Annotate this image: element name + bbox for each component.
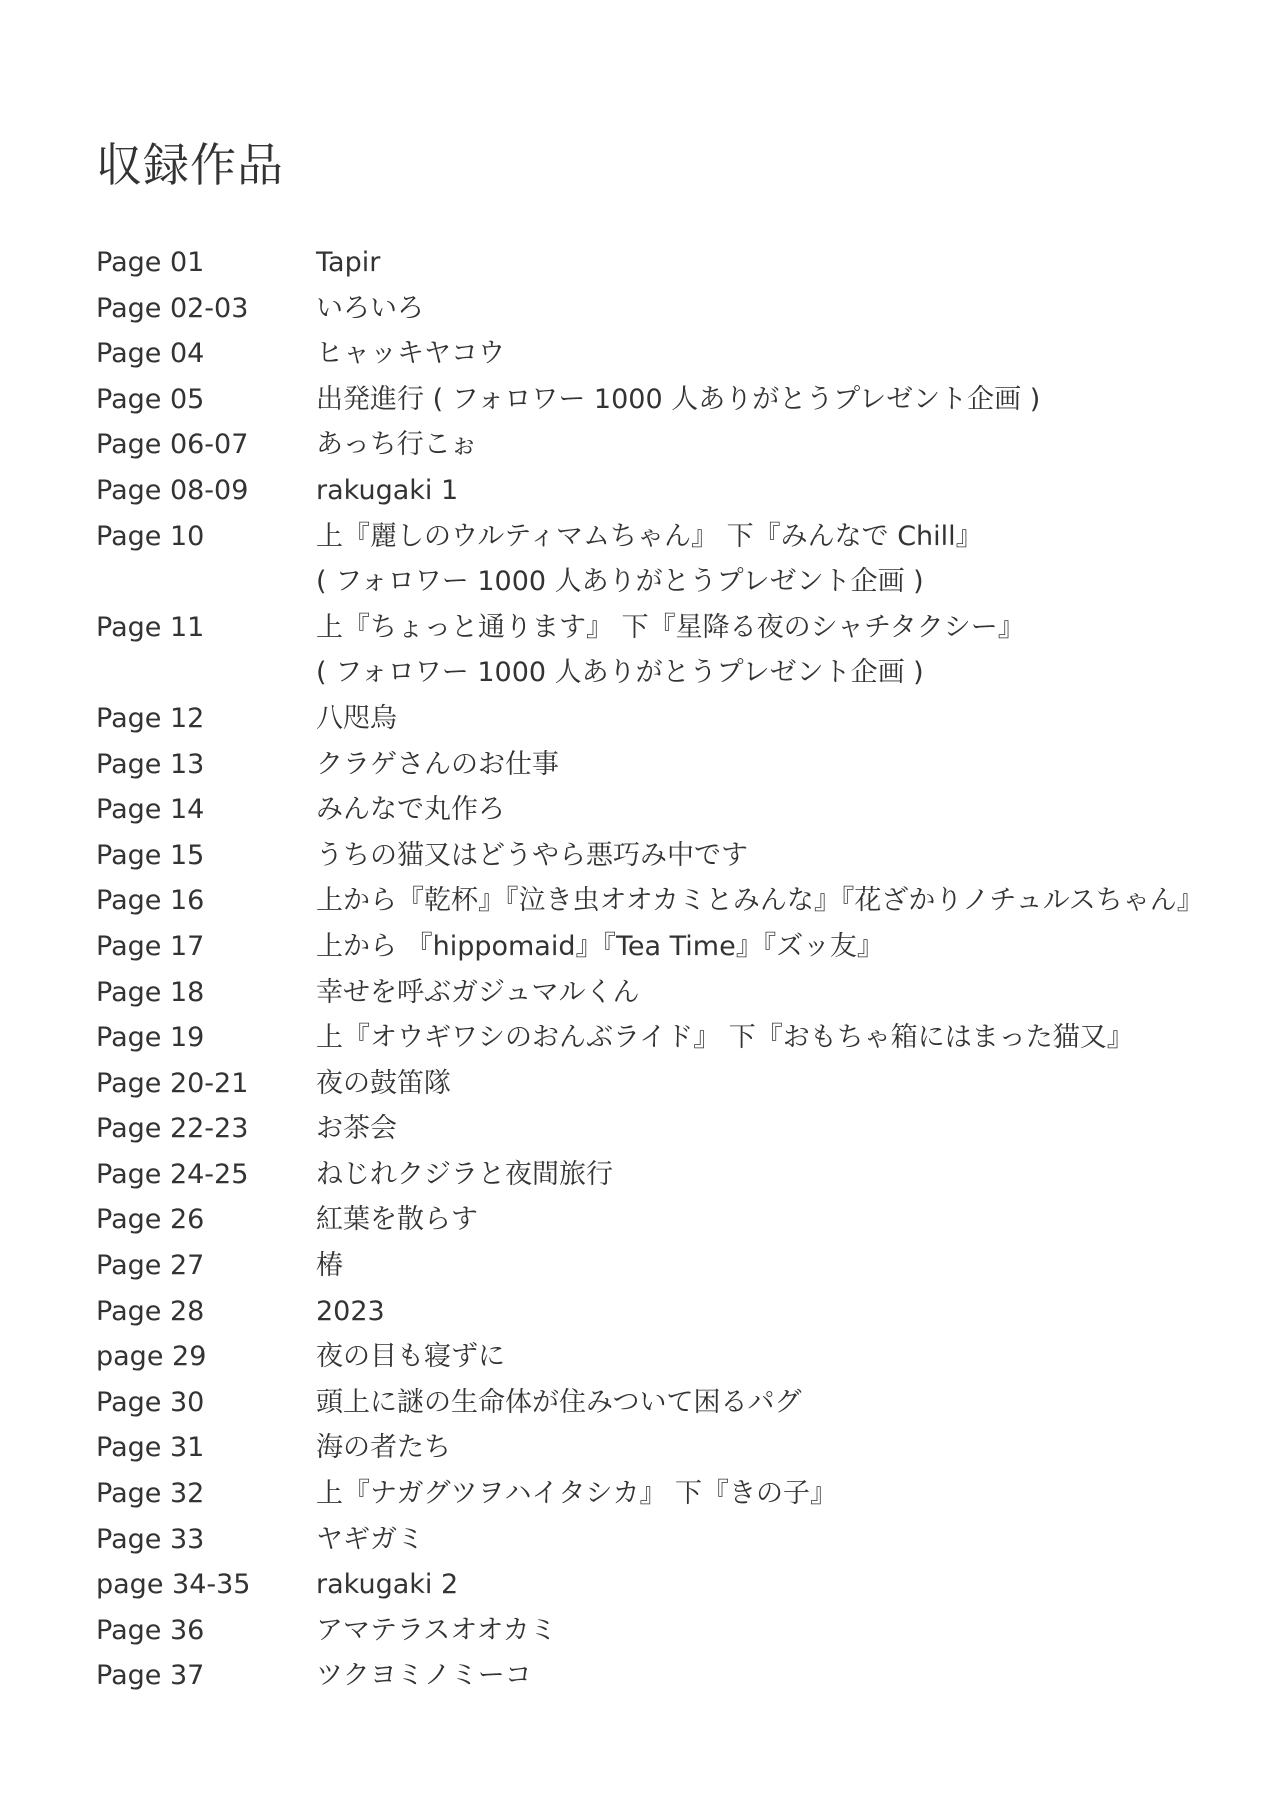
work-title-line: 上『オウギワシのおんぶライド』 下『おもちゃ箱にはまった猫又』 [316, 1022, 1134, 1054]
work-title [316, 1608, 1246, 1654]
work-title [316, 970, 1246, 1016]
work-title-line: みんなで丸作ろ [316, 794, 505, 826]
page-number: page 34-35 [96, 1569, 251, 1601]
list-item [96, 787, 1246, 833]
work-title-line: 海の者たち [316, 1432, 451, 1464]
work-title-line: ヒャッキヤコウ [316, 338, 505, 370]
page-number: Page 37 [96, 1660, 205, 1692]
page-number: Page 16 [96, 885, 205, 917]
work-title-line: あっち行こぉ [316, 429, 478, 461]
work-title [316, 1243, 1246, 1289]
work-title [316, 605, 1246, 696]
page-number: Page 17 [96, 930, 205, 962]
work-title-line: 頭上に謎の生命体が住みついて困るパグ [316, 1386, 802, 1418]
work-title [316, 331, 1246, 377]
page-number: page 29 [96, 1341, 207, 1373]
page-number: Page 06-07 [96, 429, 249, 461]
work-title-line: ヤギガミ [316, 1523, 424, 1555]
work-title-line: 八咫烏 [316, 702, 397, 734]
work-title [316, 377, 1246, 423]
work-title-line: クラゲさんのお仕事 [316, 748, 559, 780]
contents-page [96, 135, 1246, 1699]
page-number: Page 30 [96, 1386, 205, 1418]
work-title-line: うちの猫又はどうやら悪巧み中です [316, 839, 748, 871]
work-title-line: ねじれクジラと夜間旅行 [316, 1158, 613, 1190]
work-title-line: お茶会 [316, 1113, 397, 1145]
work-title [316, 1289, 1246, 1335]
list-item [96, 1517, 1246, 1563]
work-title [316, 833, 1246, 879]
work-title-line: いろいろ [316, 292, 424, 324]
work-title [316, 1106, 1246, 1152]
list-item [96, 924, 1246, 970]
work-title-line: 上『ナガグツヲハイタシカ』 下『きの子』 [316, 1478, 838, 1510]
list-item [96, 970, 1246, 1016]
work-title [316, 742, 1246, 788]
work-title [316, 1015, 1246, 1061]
page-number: Page 02-03 [96, 292, 249, 324]
work-title [316, 787, 1246, 833]
work-title-line: 夜の目も寝ずに [316, 1341, 505, 1373]
work-title [316, 1653, 1246, 1699]
work-title-line: Tapir [316, 247, 381, 278]
page-number: Page 15 [96, 839, 205, 871]
work-title [316, 696, 1246, 742]
work-title [316, 286, 1246, 332]
list-item [96, 1334, 1246, 1380]
work-title-line: 上から 『hippomaid』『Tea Time』『ズッ友』 [316, 930, 884, 962]
work-title [316, 878, 1246, 924]
page-number: Page 10 [96, 520, 205, 552]
page-number: Page 01 [96, 247, 205, 278]
work-title [316, 422, 1246, 468]
list-item [96, 286, 1246, 332]
list-item [96, 1380, 1246, 1426]
page-title: 収録作品 [96, 138, 284, 192]
work-title-line: 紅葉を散らす [316, 1204, 478, 1236]
list-item [96, 1243, 1246, 1289]
page-number: Page 13 [96, 748, 205, 780]
list-item [96, 1061, 1246, 1107]
work-title-line: ツクヨミノミーコ [316, 1660, 532, 1692]
work-title [316, 1061, 1246, 1107]
page-number: Page 11 [96, 611, 205, 643]
contents-list [96, 240, 1246, 1699]
work-title-line: 2023 [316, 1295, 385, 1327]
list-item [96, 331, 1246, 377]
work-title [316, 1380, 1246, 1426]
work-title-line: 出発進行 ( フォロワー 1000 人ありがとうプレゼント企画 ) [316, 383, 1041, 415]
work-title-line: 上から『乾杯』『泣き虫オオカミとみんな』『花ざかりノチュルスちゃん』 [316, 885, 1204, 917]
list-item [96, 1425, 1246, 1471]
work-title-line: 上『麗しのウルティマムちゃん』 下『みんなで Chill』 [316, 520, 983, 552]
work-title-line: ( フォロワー 1000 人ありがとうプレゼント企画 ) [316, 566, 924, 598]
list-item [96, 468, 1246, 514]
page-number: Page 05 [96, 383, 205, 415]
page-number: Page 36 [96, 1614, 205, 1646]
list-item [96, 1152, 1246, 1198]
page-number: Page 22-23 [96, 1113, 249, 1145]
work-title [316, 924, 1246, 970]
list-item [96, 514, 1246, 605]
work-title-line: ( フォロワー 1000 人ありがとうプレゼント企画 ) [316, 657, 924, 689]
page-number: Page 27 [96, 1250, 205, 1282]
list-item [96, 696, 1246, 742]
list-item [96, 1106, 1246, 1152]
list-item [96, 1653, 1246, 1699]
list-item [96, 878, 1246, 924]
list-item [96, 1608, 1246, 1654]
work-title [316, 1334, 1246, 1380]
work-title [316, 1197, 1246, 1243]
page-number: Page 32 [96, 1478, 205, 1510]
work-title-line: 夜の鼓笛隊 [316, 1067, 451, 1099]
page-number: Page 33 [96, 1523, 205, 1555]
work-title [316, 1517, 1246, 1563]
page-number: Page 14 [96, 794, 205, 826]
page-number: Page 31 [96, 1432, 205, 1464]
work-title-line: 上『ちょっと通ります』 下『星降る夜のシャチタクシー』 [316, 611, 1025, 643]
page-number: Page 26 [96, 1204, 205, 1236]
list-item [96, 605, 1246, 696]
list-item [96, 742, 1246, 788]
page-number: Page 20-21 [96, 1067, 249, 1099]
work-title [316, 240, 1246, 286]
list-item [96, 240, 1246, 286]
work-title [316, 1471, 1246, 1517]
list-item [96, 422, 1246, 468]
list-item [96, 1562, 1246, 1608]
page-number: Page 24-25 [96, 1158, 249, 1190]
list-item [96, 1471, 1246, 1517]
work-title-line: rakugaki 1 [316, 474, 459, 506]
page-number: Page 12 [96, 702, 205, 734]
page-number: Page 18 [96, 976, 205, 1008]
work-title [316, 468, 1246, 514]
page-number: Page 19 [96, 1022, 205, 1054]
page-number: Page 28 [96, 1295, 205, 1327]
page-number: Page 08-09 [96, 474, 249, 506]
work-title-line: 幸せを呼ぶガジュマルくん [316, 976, 640, 1008]
list-item [96, 1289, 1246, 1335]
work-title [316, 514, 1246, 605]
work-title-line: アマテラスオオカミ [316, 1614, 557, 1646]
list-item [96, 1197, 1246, 1243]
list-item [96, 1015, 1246, 1061]
work-title [316, 1562, 1246, 1608]
work-title-line: rakugaki 2 [316, 1569, 459, 1601]
list-item [96, 377, 1246, 423]
list-item [96, 833, 1246, 879]
work-title [316, 1425, 1246, 1471]
work-title [316, 1152, 1246, 1198]
work-title-line: 椿 [316, 1250, 343, 1282]
page-number: Page 04 [96, 338, 205, 370]
